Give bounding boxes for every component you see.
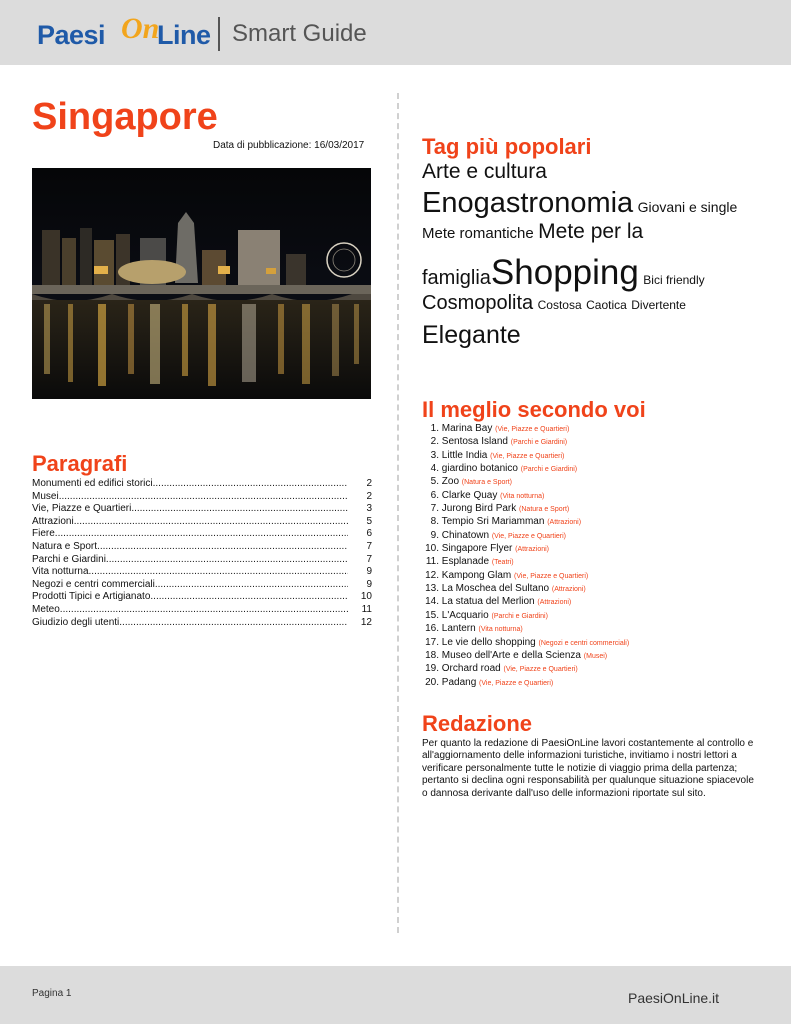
toc-entry[interactable] xyxy=(32,591,376,604)
best-item-number: 14. xyxy=(425,596,439,608)
city-photo xyxy=(32,168,371,399)
best-item-name: Le vie dello shopping xyxy=(441,636,536,648)
tag-link[interactable]: Mete romantiche xyxy=(422,225,534,242)
best-item-name: Museo dell'Arte e della Scienza xyxy=(441,649,581,661)
best-item-number: 5. xyxy=(430,476,439,488)
best-item-name: Clarke Quay xyxy=(441,489,498,501)
toc-entry-page: 5 xyxy=(366,515,372,527)
best-item-number: 1. xyxy=(430,423,439,434)
best-item-category: (Negozi e centri commerciali) xyxy=(538,639,630,647)
toc-entry-label: Monumenti ed edifici storici xyxy=(32,478,153,489)
tag-link[interactable]: Bici friendly xyxy=(643,273,705,287)
best-item[interactable] xyxy=(422,623,762,636)
toc-entry[interactable] xyxy=(32,541,376,554)
best-heading: Il meglio secondo voi xyxy=(422,397,646,422)
best-item-number: 6. xyxy=(430,489,439,501)
best-item-category: (Vie, Piazze e Quartieri) xyxy=(491,532,567,540)
toc-entry-page: 2 xyxy=(366,490,372,502)
best-item-category: (Natura e Sport) xyxy=(519,506,570,514)
toc-entry-label: Prodotti Tipici e Artigianato xyxy=(32,591,151,603)
best-item-number: 3. xyxy=(430,449,439,461)
tag-link[interactable]: Divertente xyxy=(631,298,686,312)
paragrafi-heading: Paragrafi xyxy=(32,451,128,476)
best-item-name: Singapore Flyer xyxy=(441,543,513,555)
best-item-number: 18. xyxy=(425,649,439,661)
redazione-heading: Redazione xyxy=(422,711,533,736)
toc-entry-label: Vita notturna xyxy=(32,566,89,578)
toc-entry[interactable] xyxy=(32,617,376,630)
toc-entry-page: 10 xyxy=(360,591,372,603)
toc-leader xyxy=(97,541,348,554)
logo-part-on: On xyxy=(121,12,160,45)
best-item-category: (Parchi e Giardini) xyxy=(510,439,568,447)
best-item[interactable] xyxy=(422,583,762,596)
best-item-name: Padang xyxy=(441,676,477,688)
toc-leader xyxy=(155,579,348,592)
toc-leader xyxy=(150,591,348,604)
redazione-text: Per quanto la redazione di PaesiOnLine lavori costantemente al controllo e all'aggiornamento delle informazioni turistiche, invitiamo i nostri lettori a verificare personalmente tutte le notizie di viaggio prima della partenza; pertanto si declina ogni responsabilità per qualunque situazione spiacevole o dannosa derivante dall'uso delle informazioni riportate sul sito. xyxy=(422,738,754,799)
best-item-name: Orchard road xyxy=(441,663,501,675)
best-item[interactable] xyxy=(422,516,762,529)
best-item-number: 12. xyxy=(425,569,439,581)
best-item-number: 13. xyxy=(425,583,439,595)
toc-entry-page: 9 xyxy=(366,578,372,590)
best-item-category: (Teatri) xyxy=(491,559,514,567)
best-item-category: (Vie, Piazze e Quartieri) xyxy=(479,679,554,687)
toc-leader xyxy=(74,516,348,529)
table-of-contents xyxy=(32,478,376,629)
toc-entry[interactable] xyxy=(32,478,376,491)
column-divider xyxy=(397,93,399,933)
best-item[interactable] xyxy=(422,637,762,650)
best-item-number: 11. xyxy=(425,556,439,568)
best-item-category: (Attrazioni) xyxy=(551,586,586,594)
best-item[interactable] xyxy=(422,490,762,503)
best-item-number: 17. xyxy=(425,636,439,648)
tag-link[interactable]: Caotica xyxy=(586,298,627,312)
toc-leader xyxy=(119,617,348,630)
toc-entry[interactable] xyxy=(32,579,376,592)
best-item-name: Tempio Sri Mariamman xyxy=(441,516,545,528)
toc-entry-page: 3 xyxy=(366,503,372,515)
tag-cloud xyxy=(422,161,762,353)
best-item-name: La Moschea del Sultano xyxy=(441,583,550,595)
toc-entry-label: Negozi e centri commerciali xyxy=(32,578,155,590)
best-item-category: (Attrazioni) xyxy=(515,546,549,554)
best-item-number: 20. xyxy=(425,676,439,688)
best-item[interactable] xyxy=(422,677,762,690)
toc-entry[interactable] xyxy=(32,604,376,617)
tags-heading: Tag più popolari xyxy=(422,134,592,159)
toc-entry-page: 11 xyxy=(361,603,372,615)
toc-entry-page: 2 xyxy=(366,478,372,489)
toc-leader xyxy=(60,604,348,617)
best-item-category: (Vie, Piazze e Quartieri) xyxy=(514,572,589,580)
best-item[interactable] xyxy=(422,556,762,569)
best-item-number: 9. xyxy=(430,529,439,541)
best-item[interactable] xyxy=(422,503,762,516)
best-item-name: La statua del Merlion xyxy=(441,596,535,608)
best-item[interactable] xyxy=(422,543,762,556)
best-item-name: Zoo xyxy=(441,476,460,488)
best-item[interactable] xyxy=(422,530,762,543)
toc-leader xyxy=(106,554,348,567)
best-item-name: giardino botanico xyxy=(441,463,518,475)
toc-entry[interactable] xyxy=(32,554,376,567)
toc-entry-label: Natura e Sport xyxy=(32,540,98,552)
toc-entry[interactable] xyxy=(32,528,376,541)
toc-entry-label: Fiere xyxy=(32,528,55,540)
best-item-number: 8. xyxy=(430,516,439,528)
toc-entry-page: 6 xyxy=(366,528,372,540)
site-link[interactable]: PaesiOnLine.it xyxy=(628,990,720,1006)
best-item-category: (Vita notturna) xyxy=(478,626,523,634)
best-item-number: 4. xyxy=(430,463,439,475)
tag-link[interactable]: Shopping xyxy=(490,253,639,292)
best-list xyxy=(422,423,762,690)
page-title: Singapore xyxy=(32,96,218,138)
best-item[interactable] xyxy=(422,596,762,609)
logo-part-paesi: Paesi xyxy=(37,20,106,50)
best-item-number: 15. xyxy=(425,609,439,621)
toc-entry-label: Meteo xyxy=(32,603,60,615)
best-item-number: 7. xyxy=(430,503,439,515)
toc-entry-label: Musei xyxy=(32,490,59,502)
best-item-number: 10. xyxy=(425,543,439,555)
page-footer xyxy=(0,966,791,1024)
tag-link[interactable]: Giovani e single xyxy=(637,199,738,215)
best-item[interactable] xyxy=(422,570,762,583)
logo-part-line: Line xyxy=(157,20,211,50)
tag-link[interactable]: Elegante xyxy=(422,321,521,349)
toc-leader xyxy=(131,503,348,516)
toc-entry[interactable] xyxy=(32,491,376,504)
best-item-category: (Natura e Sport) xyxy=(461,479,512,487)
best-item-category: (Attrazioni) xyxy=(537,599,572,607)
toc-entry-label: Attrazioni xyxy=(32,515,74,527)
best-item-category: (Parchi e Giardini) xyxy=(491,612,548,620)
tag-link[interactable]: Arte e cultura xyxy=(422,160,547,183)
tag-link[interactable]: Mete per la xyxy=(538,220,644,243)
toc-leader xyxy=(59,491,348,504)
best-item-category: (Vie, Piazze e Quartieri) xyxy=(503,666,578,674)
publication-date: Data di pubblicazione: 16/03/2017 xyxy=(213,140,365,151)
best-item-number: 2. xyxy=(430,436,439,448)
best-item-name: Lantern xyxy=(441,623,476,635)
toc-entry[interactable] xyxy=(32,503,376,516)
best-item-category: (Vie, Piazze e Quartieri) xyxy=(495,426,570,433)
best-item-category: (Attrazioni) xyxy=(547,519,582,527)
best-item-name: L'Acquario xyxy=(441,609,489,621)
page-number: Pagina 1 xyxy=(32,988,72,999)
toc-entry-page: 9 xyxy=(366,566,372,578)
header-title: Smart Guide xyxy=(232,20,367,47)
best-item[interactable] xyxy=(422,436,762,449)
best-item[interactable] xyxy=(422,463,762,476)
best-item[interactable] xyxy=(422,663,762,676)
best-item[interactable] xyxy=(422,423,762,436)
toc-entry[interactable] xyxy=(32,566,376,579)
best-item-category: (Musei) xyxy=(583,652,608,660)
best-item[interactable] xyxy=(422,650,762,663)
best-item-name: Esplanade xyxy=(441,556,490,568)
best-item[interactable] xyxy=(422,610,762,623)
toc-leader xyxy=(153,478,348,491)
best-item-number: 19. xyxy=(425,663,439,675)
page-header xyxy=(0,0,791,65)
best-item-category: (Parchi e Giardini) xyxy=(520,466,578,474)
toc-entry-label: Giudizio degli utenti xyxy=(32,616,120,628)
best-item-name: Little India xyxy=(441,449,488,461)
toc-leader xyxy=(55,528,348,541)
best-item-category: (Vie, Piazze e Quartieri) xyxy=(490,452,565,460)
best-item-name: Marina Bay xyxy=(441,423,493,434)
toc-entry-label: Parchi e Giardini xyxy=(32,553,106,565)
tag-link[interactable]: famiglia xyxy=(422,267,491,289)
singapore-skyline-image xyxy=(32,168,371,399)
best-item[interactable] xyxy=(422,450,762,463)
toc-entry[interactable] xyxy=(32,516,376,529)
best-item-name: Chinatown xyxy=(441,529,490,541)
toc-leader xyxy=(89,566,348,579)
best-item-category: (Vita notturna) xyxy=(500,492,545,500)
tag-link[interactable]: Cosmopolita xyxy=(422,292,534,314)
toc-entry-page: 7 xyxy=(366,540,372,552)
best-item-name: Kampong Glam xyxy=(441,569,512,581)
toc-entry-page: 12 xyxy=(360,616,372,628)
best-item-name: Sentosa Island xyxy=(441,436,508,448)
toc-entry-page: 7 xyxy=(366,553,372,565)
best-item-name: Jurong Bird Park xyxy=(441,503,517,515)
tag-link[interactable]: Enogastronomia xyxy=(422,187,634,219)
best-item-number: 16. xyxy=(425,623,439,635)
toc-entry-label: Vie, Piazze e Quartieri xyxy=(32,503,132,515)
tag-link[interactable]: Costosa xyxy=(537,298,582,312)
best-item[interactable] xyxy=(422,476,762,489)
header-separator xyxy=(218,17,220,51)
